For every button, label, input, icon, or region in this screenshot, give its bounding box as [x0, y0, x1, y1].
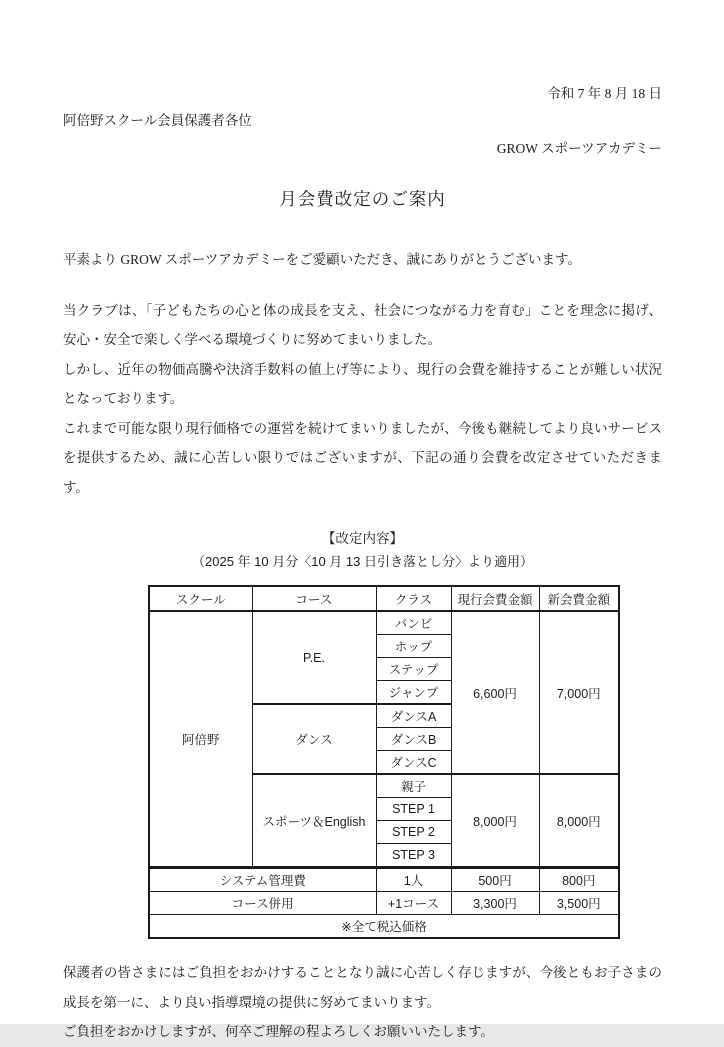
- closing-paragraphs: [63, 958, 662, 1047]
- system-fee-unit: 1人: [376, 868, 451, 892]
- class-cell: ダンスA: [376, 704, 451, 728]
- current-fee-sports-english: 8,000円: [451, 774, 539, 868]
- course-sports-english-cell: スポーツ＆English: [252, 774, 376, 868]
- organization-name: GROW スポーツアカデミー: [496, 141, 662, 156]
- body-paragraph-2: しかし、近年の物価高騰や決済手数料の値上げ等により、現行の会費を維持することが難しい状況となっております。: [63, 361, 662, 406]
- revision-section-heading: 【改定内容】: [322, 531, 403, 546]
- document-date: 令和 7 年 8 月 18 日: [547, 86, 662, 101]
- closing-paragraph-1: 保護者の皆さまにはご負担をおかけすることとなり誠に心苦しく存じますが、今後ともお子さまの成長を第一に、より良い指導環境の提供に努めてまいります。: [63, 965, 662, 1010]
- header-new-fee: 新会費金額: [539, 586, 619, 611]
- school-cell: 阿倍野: [149, 611, 252, 868]
- tax-included-note: ※全て税込価格: [149, 915, 619, 939]
- new-fee-pe-dance: 7,000円: [539, 611, 619, 774]
- class-cell: ジャンプ: [376, 681, 451, 705]
- class-cell: バンビ: [376, 611, 451, 635]
- header-class: クラス: [376, 586, 451, 611]
- body-paragraph-1: 当クラブは、「子どもたちの心と体の成長を支え、社会につながる力を育む」ことを理念に掲げ、安心・安全で楽しく学べる環境づくりに努めてまいりました。: [63, 302, 662, 347]
- system-fee-new: 800円: [539, 868, 619, 892]
- course-pe-cell: P.E.: [252, 611, 376, 704]
- class-cell: ホップ: [376, 635, 451, 658]
- document-title: 月会費改定のご案内: [279, 189, 446, 209]
- table-row-system-fee: [149, 868, 619, 892]
- table-row: [149, 611, 619, 635]
- closing-paragraph-2: ご負担をおかけしますが、何卒ご理解の程よろしくお願いいたします。: [63, 1024, 494, 1039]
- header-course: コース: [252, 586, 376, 611]
- class-cell: ダンスC: [376, 751, 451, 775]
- class-cell: 親子: [376, 774, 451, 798]
- course-dance-cell: ダンス: [252, 704, 376, 774]
- header-school: スクール: [149, 586, 252, 611]
- class-cell: STEP 3: [376, 844, 451, 868]
- revision-effective-date: （2025 年 10 月分〈10 月 13 日引き落とし分〉より適用）: [192, 554, 533, 569]
- course-combo-unit: +1コース: [376, 892, 451, 915]
- system-fee-label: システム管理費: [149, 868, 376, 892]
- system-fee-current: 500円: [451, 868, 539, 892]
- body-paragraph-3: これまで可能な限り現行価格での運営を続けてまいりましたが、今後も継続してより良いサービスを提供するため、誠に心苦しい限りではございますが、下記の通り会費を改定させていただきます。: [63, 420, 662, 495]
- class-cell: ダンスB: [376, 728, 451, 751]
- body-paragraphs: [63, 296, 662, 503]
- addressee: 阿倍野スクール会員保護者各位: [63, 113, 252, 128]
- new-fee-sports-english: 8,000円: [539, 774, 619, 868]
- table-header-row: [149, 586, 619, 611]
- current-fee-pe-dance: 6,600円: [451, 611, 539, 774]
- class-cell: ステップ: [376, 658, 451, 681]
- class-cell: STEP 1: [376, 798, 451, 821]
- fee-table: [148, 585, 620, 939]
- table-row-course-combo: [149, 892, 619, 915]
- header-current-fee: 現行会費金額: [451, 586, 539, 611]
- course-combo-label: コース併用: [149, 892, 376, 915]
- course-combo-new: 3,500円: [539, 892, 619, 915]
- greeting-paragraph: 平素より GROW スポーツアカデミーをご愛顧いただき、誠にありがとうございます。: [63, 252, 581, 267]
- fee-table-header: [149, 586, 619, 611]
- table-row-tax-note: [149, 915, 619, 939]
- class-cell: STEP 2: [376, 821, 451, 844]
- course-combo-current: 3,300円: [451, 892, 539, 915]
